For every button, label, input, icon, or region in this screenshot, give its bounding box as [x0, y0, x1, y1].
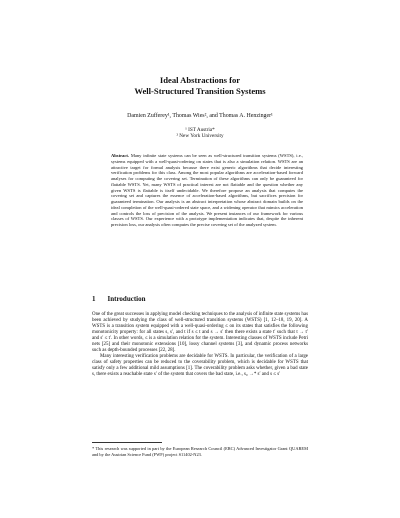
section-number: 1 — [92, 295, 96, 303]
footnote-rule — [92, 442, 162, 443]
paper-title-line1: Ideal Abstractions for — [159, 75, 241, 85]
section-title: Introduction — [107, 295, 146, 303]
paper-title-line2: Well-Structured Transition Systems — [134, 86, 266, 96]
body-text — [92, 312, 308, 379]
abstract — [111, 153, 303, 228]
paragraph-2: Many interesting verification problems are decidable for WSTS. In particular, the verification of a large class of safety properties can be reduced to the coverability problem, which is decidable for WSTS that satisfy only a few additional mild assumptions [1]. The coverability problem asks whether, given a bad state s, there exists a reachable state s′ of the system that covers the bad state, i.e., s₀ →* s′ and s ≤ s′ — [92, 354, 308, 378]
section-heading — [92, 295, 146, 303]
author-list: Damien Zufferey¹, Thomas Wies², and Thomas A. Henzinger¹ — [127, 113, 273, 119]
abstract-label: Abstract. — [111, 153, 130, 158]
paragraph-1: One of the great successes in applying model checking techniques to the analysis of infinite state systems has been achieved by studying the class of well-structured transition systems (WSTS) [1, 12–18, 19, 20]. A WSTS is a transition system equipped with a well-quasi-ordering ≤ on its states that satisfies the following monotonicity property: for all states s, s′, and t if s ≤ t and s → s′ then there exists a state t′ such that t → t′ and s′ ≤ t′. In other words, ≤ is a simulation relation for the system. Interesting classes of WSTS include Petri nets [25] and their monotonic extensions [10], lossy channel systems [3], and dynamic process networks such as depth-bounded processes [22, 28]. — [92, 312, 308, 354]
footnote: * This research was supported in part by the European Research Council (ERC) Advanced Investigator Grant QUAREM and by the Austrian Science Fund (FWF) project S11402-N23. — [92, 446, 308, 457]
affiliation-nyu: ² New York University — [176, 133, 224, 139]
abstract-text: Many infinite state systems can be seen as well-structured transition systems (WSTS), i.e., systems equipped with a well-quasi-ordering on states that is also a simulation relation. WSTS are an attractive target for formal analysis because there exist generic algorithms that decide interesting verification problems for this class. Among the most popular algorithms are acceleration-based forward analyses for computing the covering set. Termination of these algorithms can only be guaranteed for flattable WSTS. Yet, many WSTS of practical interest are not flattable and the question whether any given WSTS is flattable is itself undecidable. We therefore propose an analysis that computes the covering set and captures the essence of acceleration-based algorithms, but sacrifices precision for guaranteed termination. Our analysis is an abstract interpretation whose abstract domain builds on the ideal completion of the well-quasi-ordered state space, and a widening operator that mimics acceleration and controls the loss of precision of the analysis. We present instances of our framework for various classes of WSTS. Our experience with a prototype implementation indicates that, despite the inherent precision loss, our analysis often computes the precise covering set of the analyzed system. — [111, 153, 303, 228]
affiliation-ist-austria: ¹ IST Austria* — [185, 127, 215, 133]
